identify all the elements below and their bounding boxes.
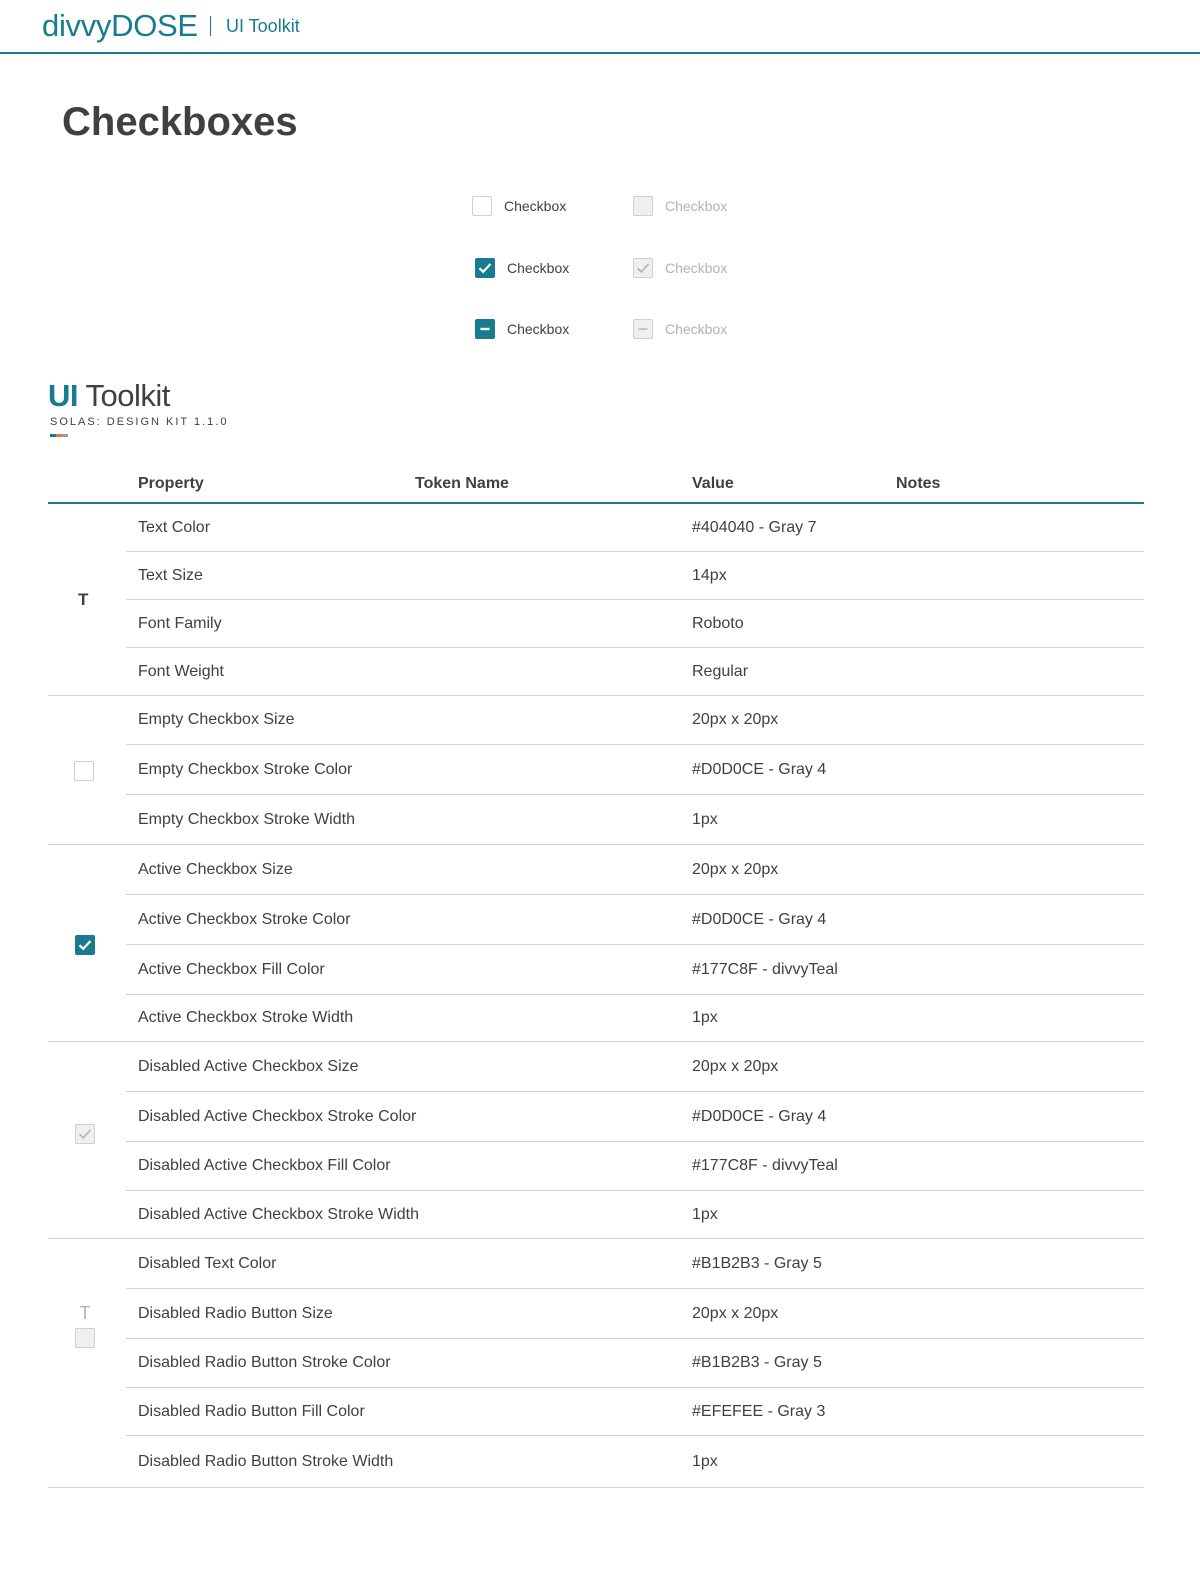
empty-checkbox-swatch: [74, 761, 94, 781]
header-property: Property: [138, 475, 204, 492]
header-notes: Notes: [896, 475, 941, 492]
property-cell: Active Checkbox Size: [138, 860, 293, 878]
kit-title-bold: UI: [48, 378, 78, 413]
value-cell: #D0D0CE - Gray 4: [692, 760, 827, 778]
table-row: [126, 1339, 1144, 1388]
group-disabled: [48, 1239, 1144, 1488]
disabled-indeterminate-checkbox-icon: [633, 319, 653, 339]
property-cell: Text Color: [138, 518, 211, 536]
value-cell: #D0D0CE - Gray 4: [692, 1107, 827, 1125]
disabled-empty-checkbox-icon: [633, 196, 653, 216]
checkbox-label: Checkbox: [507, 260, 570, 276]
demo-checkbox-checked-disabled: [633, 256, 727, 280]
spec-table: [48, 468, 1144, 1488]
table-row: [126, 1239, 1144, 1289]
table-row: [126, 1191, 1144, 1238]
disabled-text-checkbox-icon: [75, 1303, 95, 1348]
property-cell: Disabled Active Checkbox Size: [138, 1057, 359, 1075]
kit-title-rest: Toolkit: [78, 378, 170, 413]
value-cell: 1px: [692, 1009, 718, 1026]
table-row: [126, 1042, 1144, 1092]
table-row: [126, 1142, 1144, 1191]
disabled-checked-checkbox-icon: [633, 258, 653, 278]
brand-divider: [210, 16, 211, 36]
property-cell: Disabled Radio Button Size: [138, 1304, 333, 1322]
property-cell: Text Size: [138, 566, 203, 584]
demo-checkbox-empty[interactable]: [472, 194, 566, 218]
checkbox-label-disabled: Checkbox: [665, 321, 728, 337]
checkbox-label: Checkbox: [504, 198, 567, 214]
kit-color-bar: [50, 434, 68, 437]
demo-checkbox-indeterminate[interactable]: [475, 317, 569, 341]
group-disabled-active-checkbox: [48, 1042, 1144, 1239]
table-row: [126, 696, 1144, 745]
demo-checkbox-checked[interactable]: [475, 256, 569, 280]
property-cell: Disabled Active Checkbox Stroke Color: [138, 1107, 417, 1125]
table-row: [126, 1388, 1144, 1436]
value-cell: #B1B2B3 - Gray 5: [692, 1354, 822, 1371]
group-text: [48, 504, 1144, 696]
header-value: Value: [692, 475, 734, 492]
table-row: [126, 945, 1144, 995]
indeterminate-checkbox-icon[interactable]: [475, 319, 495, 339]
demo-checkbox-empty-disabled: [633, 194, 727, 218]
kit-title: [48, 378, 228, 414]
checkbox-label-disabled: Checkbox: [665, 260, 728, 276]
value-cell: 20px x 20px: [692, 860, 779, 878]
table-row: [126, 552, 1144, 600]
group-empty-checkbox: [48, 696, 1144, 845]
value-cell: 1px: [692, 1452, 718, 1470]
checkbox-label: Checkbox: [507, 321, 570, 337]
table-row: [126, 1092, 1144, 1142]
text-icon: [78, 590, 88, 610]
property-cell: Empty Checkbox Size: [138, 711, 295, 728]
text-icon-glyph: T: [78, 590, 89, 609]
disabled-active-checkbox-icon: [75, 1124, 95, 1144]
value-cell: #177C8F - divvyTeal: [692, 1157, 838, 1174]
brand-logo: divvyDOSE: [42, 8, 198, 43]
disabled-checkbox-swatch: [75, 1328, 95, 1348]
property-cell: Disabled Active Checkbox Stroke Width: [138, 1205, 420, 1223]
group-active-checkbox: [48, 845, 1144, 1042]
demo-checkbox-indeterminate-disabled: [633, 317, 727, 341]
value-cell: 1px: [692, 810, 718, 828]
header-token-name: Token Name: [415, 475, 509, 492]
value-cell: 20px x 20px: [692, 1304, 779, 1322]
table-header: [48, 468, 1144, 504]
value-cell: #B1B2B3 - Gray 5: [692, 1254, 822, 1272]
table-row: [126, 504, 1144, 552]
value-cell: Regular: [692, 662, 749, 680]
value-cell: #404040 - Gray 7: [692, 518, 817, 536]
value-cell: 14px: [692, 566, 727, 584]
property-cell: Active Checkbox Stroke Width: [138, 1009, 354, 1026]
property-cell: Disabled Text Color: [138, 1254, 277, 1272]
disabled-text-icon: T: [79, 1303, 91, 1323]
value-cell: Roboto: [692, 614, 744, 632]
value-cell: 20px x 20px: [692, 711, 779, 728]
brand-subtitle: UI Toolkit: [226, 16, 300, 36]
active-checkbox-swatch: [75, 935, 95, 955]
property-cell: Font Family: [138, 614, 222, 632]
page-title: Checkboxes: [62, 100, 298, 144]
value-cell: #EFEFEE - Gray 3: [692, 1402, 826, 1420]
ui-toolkit-logo: [48, 378, 228, 437]
table-row: [126, 995, 1144, 1041]
kit-subtitle: SOLAS: DESIGN KIT 1.1.0: [50, 416, 229, 428]
property-cell: Disabled Radio Button Fill Color: [138, 1402, 365, 1420]
table-row: [126, 600, 1144, 648]
checked-checkbox-icon[interactable]: [475, 258, 495, 278]
property-cell: Empty Checkbox Stroke Color: [138, 760, 353, 778]
property-cell: Active Checkbox Fill Color: [138, 960, 325, 978]
table-row: [126, 795, 1144, 844]
property-cell: Empty Checkbox Stroke Width: [138, 810, 355, 828]
empty-checkbox-icon[interactable]: [472, 196, 492, 216]
table-row: [126, 1436, 1144, 1487]
table-row: [126, 1289, 1144, 1339]
property-cell: Disabled Active Checkbox Fill Color: [138, 1157, 391, 1174]
top-bar: [0, 0, 1200, 54]
table-row: [126, 845, 1144, 895]
value-cell: #177C8F - divvyTeal: [692, 960, 838, 978]
property-cell: Font Weight: [138, 662, 224, 680]
value-cell: 1px: [692, 1205, 718, 1223]
value-cell: 20px x 20px: [692, 1057, 779, 1075]
empty-checkbox-icon: [74, 761, 94, 781]
disabled-active-checkbox-swatch: [75, 1124, 95, 1144]
value-cell: #D0D0CE - Gray 4: [692, 910, 827, 928]
table-row: [126, 745, 1144, 795]
active-checkbox-icon: [75, 935, 95, 955]
property-cell: Disabled Radio Button Stroke Color: [138, 1354, 391, 1371]
table-row: [126, 648, 1144, 695]
table-row: [126, 895, 1144, 945]
property-cell: Active Checkbox Stroke Color: [138, 910, 351, 928]
property-cell: Disabled Radio Button Stroke Width: [138, 1452, 394, 1470]
checkbox-label-disabled: Checkbox: [665, 198, 728, 214]
